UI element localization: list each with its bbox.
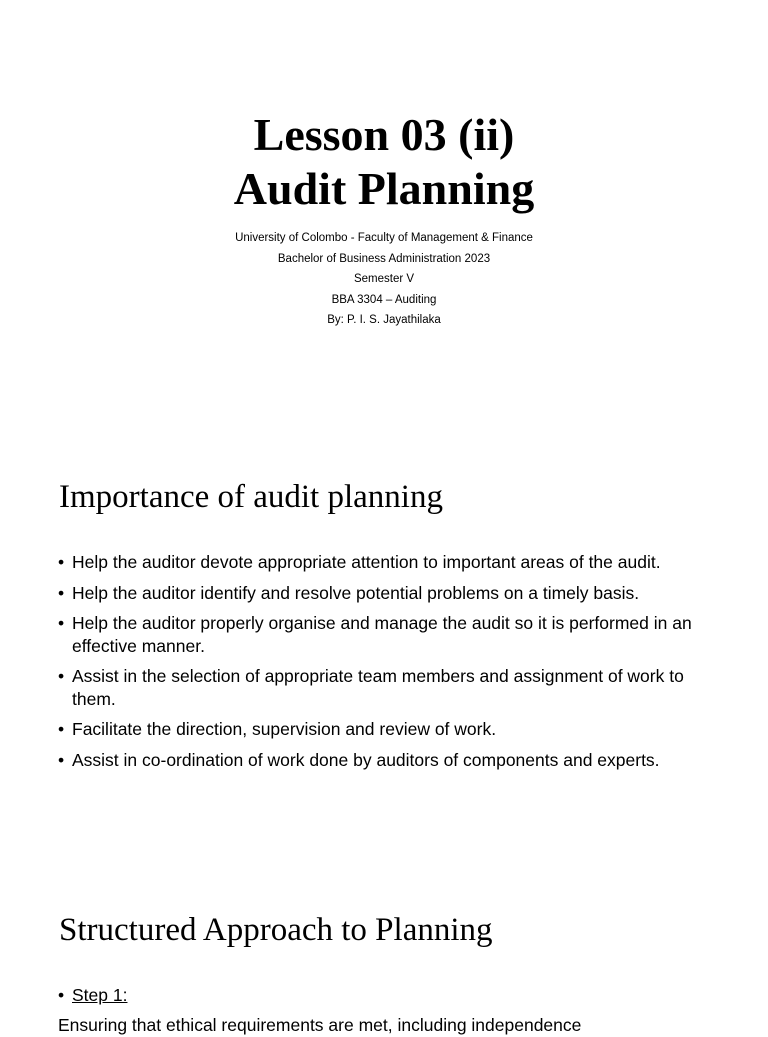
programme-line: Bachelor of Business Administration 2023	[277, 252, 491, 265]
bullet-list	[58, 984, 718, 1015]
list-item	[58, 612, 718, 657]
bullet-icon: •	[58, 985, 65, 1005]
author-line: By: P. I. S. Jayathilaka	[327, 314, 441, 327]
structured-approach-slide	[0, 872, 768, 1035]
course-info	[0, 228, 768, 331]
list-item	[58, 551, 718, 574]
lesson-title	[0, 108, 768, 216]
bullet-text: Help the auditor devote appropriate attention to important areas of the audit.	[72, 552, 661, 572]
step-description: Ensuring that ethical requirements are met, including independence	[58, 1015, 582, 1035]
bullet-icon: •	[58, 582, 65, 603]
title-line-2: Audit Planning	[233, 163, 535, 214]
bullet-icon: •	[58, 613, 65, 633]
list-item	[58, 984, 718, 1007]
step-label: Step 1:	[72, 985, 128, 1005]
slide-heading: Importance of audit planning	[59, 479, 443, 515]
list-item	[58, 665, 718, 710]
list-item	[58, 582, 718, 605]
bullet-text: Assist in co-ordination of work done by auditors of components and experts.	[72, 749, 660, 770]
bullet-icon: •	[58, 666, 65, 686]
title-line-1: Lesson 03 (ii)	[253, 109, 515, 160]
slide-heading: Structured Approach to Planning	[59, 912, 493, 948]
bullet-text: Facilitate the direction, supervision and review of work.	[72, 719, 497, 739]
bullet-text: Help the auditor identify and resolve potential problems on a timely basis.	[72, 582, 640, 603]
bullet-icon: •	[58, 552, 65, 572]
bullet-text: Assist in the selection of appropriate team members and assignment of work to them.	[72, 666, 684, 709]
title-slide	[0, 0, 768, 432]
importance-slide	[0, 432, 768, 872]
bullet-list	[58, 551, 718, 779]
list-item	[58, 749, 718, 772]
bullet-icon: •	[58, 719, 65, 739]
semester-line: Semester V	[353, 273, 415, 286]
course-code-line: BBA 3304 – Auditing	[331, 293, 437, 306]
list-item	[58, 718, 718, 741]
university-line: University of Colombo - Faculty of Management & Finance	[235, 232, 533, 244]
bullet-icon: •	[58, 749, 65, 770]
bullet-text: Help the auditor properly organise and manage the audit so it is performed in an effective manner.	[72, 613, 692, 656]
